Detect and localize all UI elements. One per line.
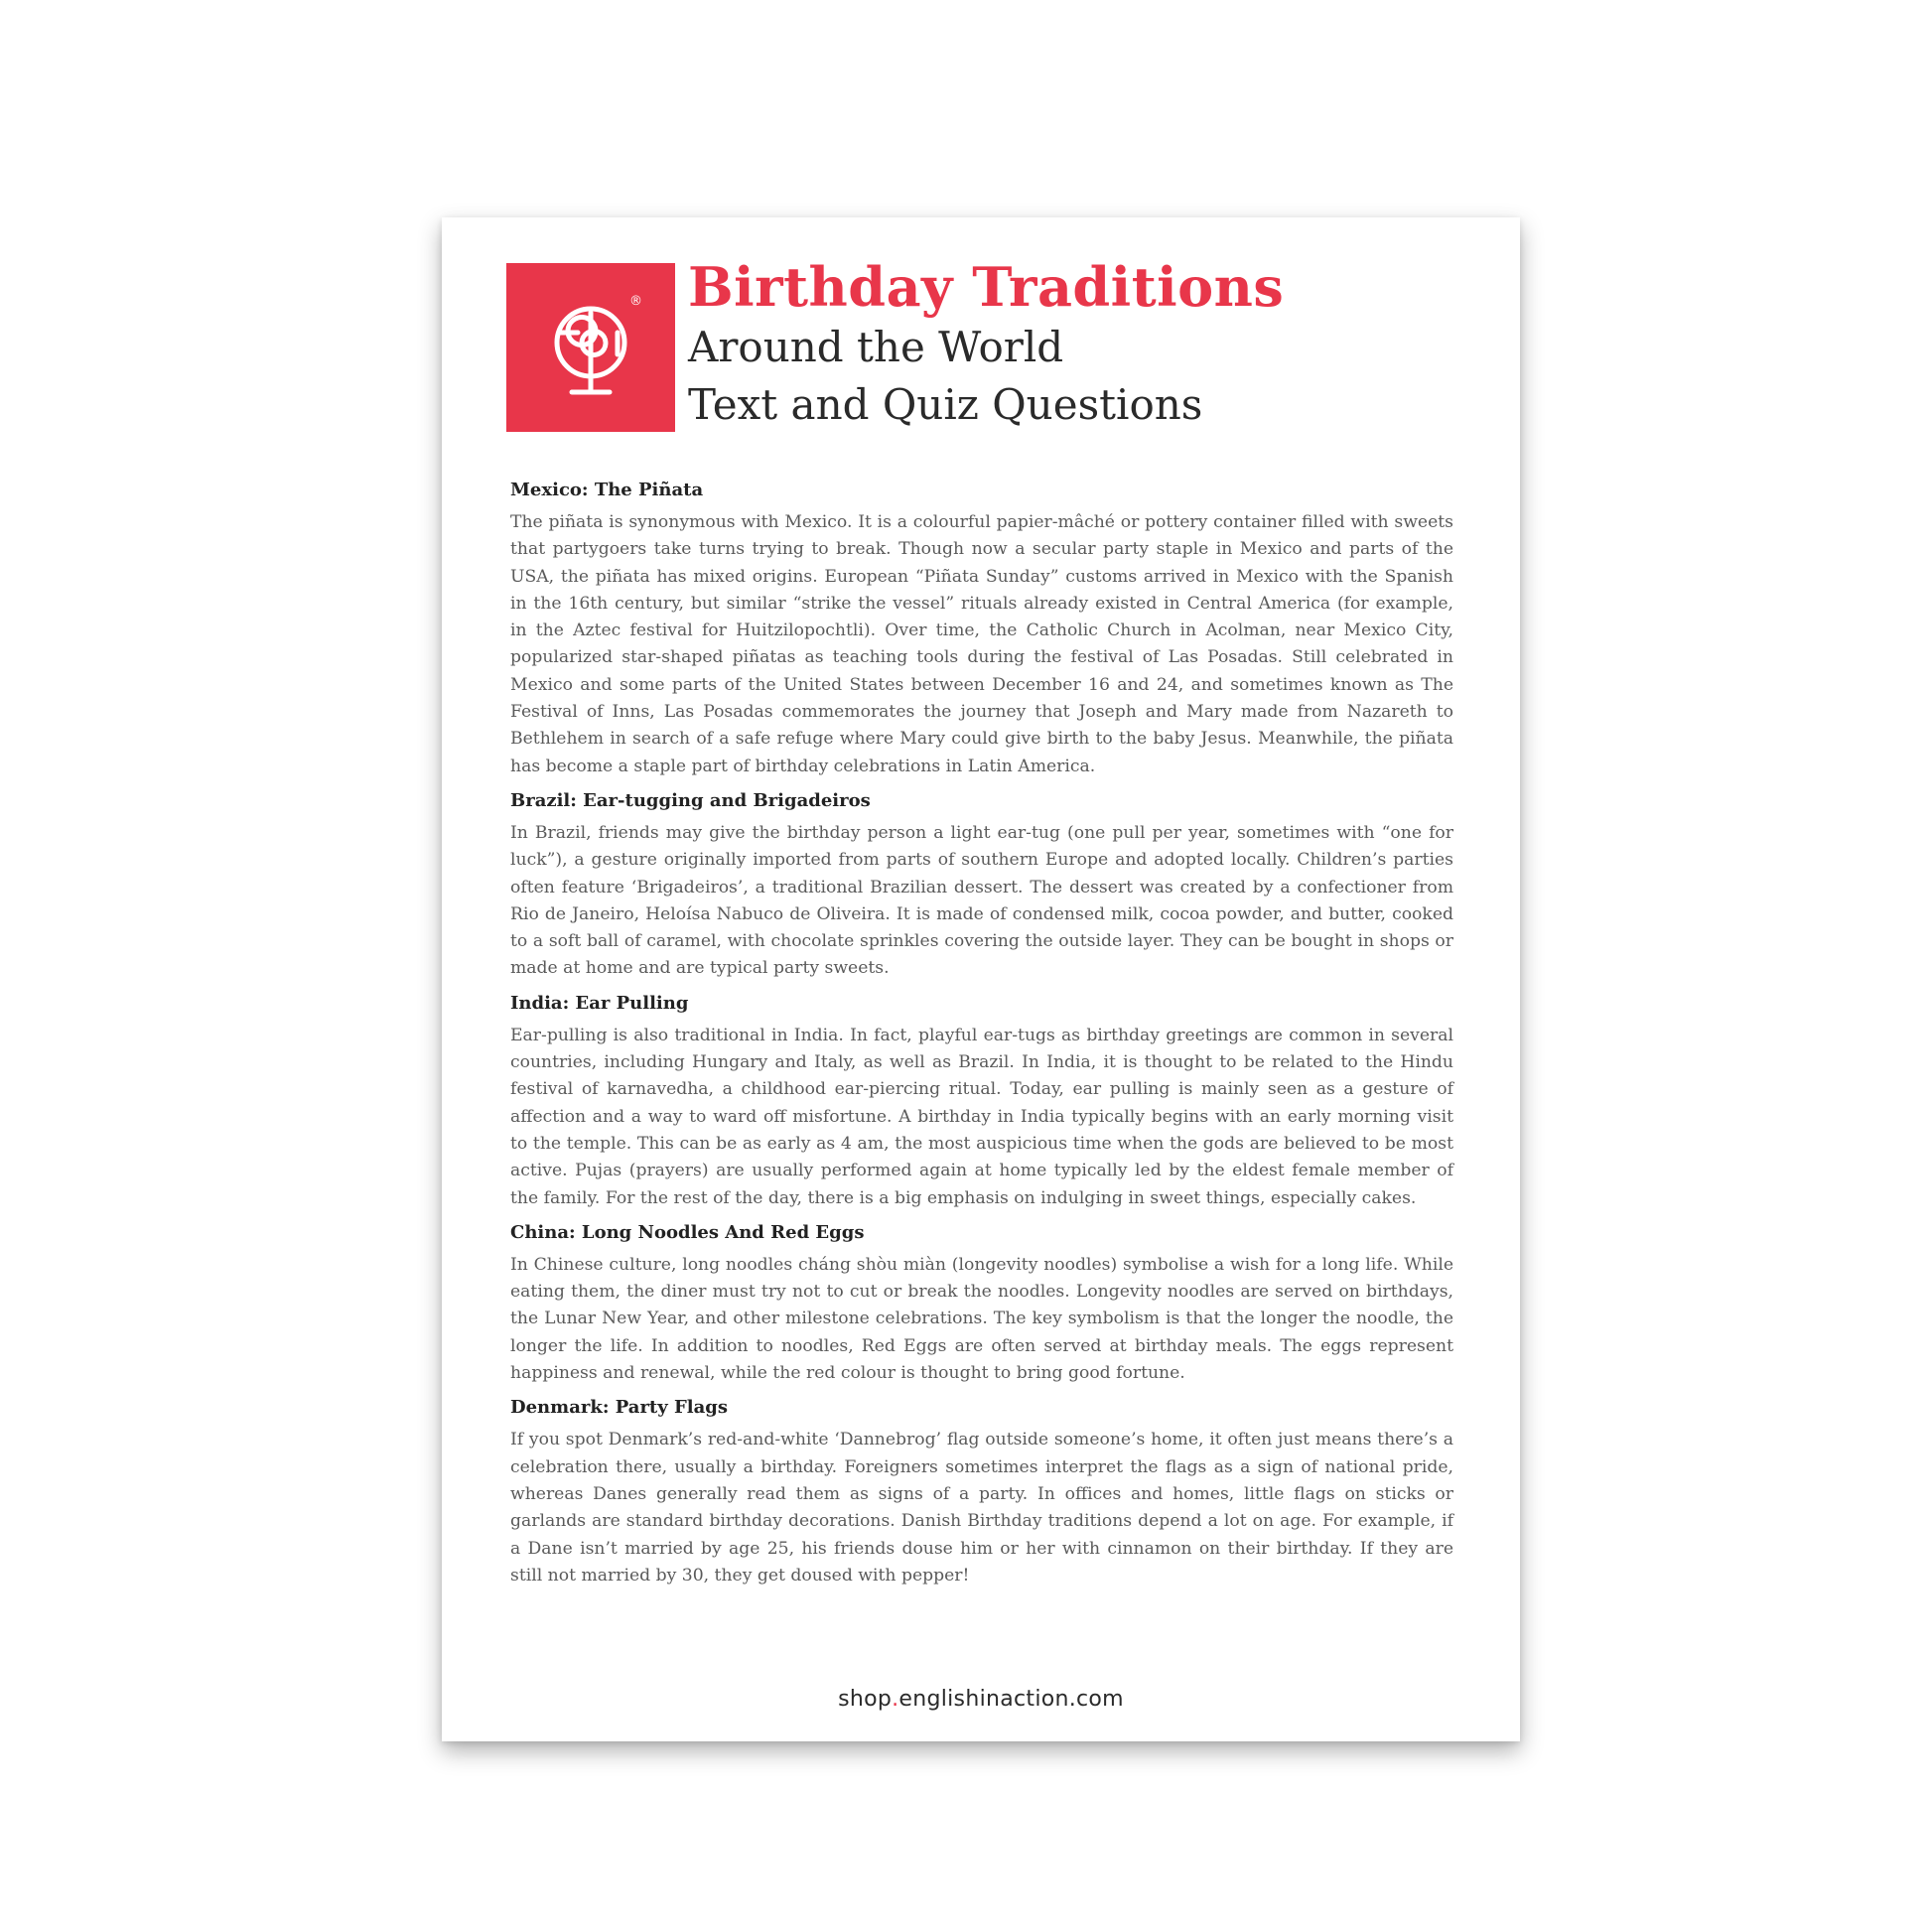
page-subtitle-line2: Text and Quiz Questions	[688, 380, 1203, 429]
section-china	[510, 1220, 1453, 1387]
section-heading: Denmark: Party Flags	[510, 1397, 728, 1419]
eia-globe-logo-icon	[506, 263, 675, 432]
section-heading: Mexico: The Piñata	[510, 480, 704, 500]
footer-url-dot: .	[892, 1687, 899, 1712]
section-heading: China: Long Noodles And Red Eggs	[510, 1221, 865, 1243]
section-denmark	[510, 1395, 1453, 1589]
section-mexico	[510, 478, 1453, 780]
footer-url[interactable]	[442, 1687, 1520, 1712]
section-body: If you spot Denmark’s red-and-white ‘Dannebrog’ flag outside someone’s home, it often just means there’s a celebration there, usually a birthday. Foreigners sometimes interpret the flags as a sign of national pride, whereas Danes generally read them as signs of a party. In offices and homes, little flags on sticks or garlands are standard birthday decorations. Danish Birthday traditions depend a lot on age. For example, if a Dane isn’t married by age 25, his friends douse him or her with cinnamon on their birthday. If they are still not married by 30, they get doused with pepper!	[510, 1430, 1453, 1586]
footer-url-suffix: englishinaction.com	[898, 1687, 1124, 1712]
section-heading: India: Ear Pulling	[510, 992, 689, 1014]
footer-url-prefix: shop	[838, 1687, 893, 1712]
article-content	[510, 478, 1453, 1597]
title-block	[688, 255, 1284, 434]
section-india	[510, 991, 1453, 1212]
section-body: The piñata is synonymous with Mexico. It is a colourful papier-mâché or pottery container filled with sweets that partygoers take turns trying to break. Though now a secular party staple in Mexico and parts of the USA, the piñata has mixed origins. European “Piñata Sunday” customs arrived in Mexico with the Spanish in the 16th century, but similar “strike the vessel” rituals already existed in Central America (for example, in the Aztec festival for Huitzilopochtli). Over time, the Catholic Church in Acolman, near Mexico City, popularized star-shaped piñatas as teaching tools during the festival of Las Posadas. Still celebrated in Mexico and some parts of the United States between December 16 and 24, and sometimes known as The Festival of Inns, Las Posadas commemorates the journey that Joseph and Mary made from Nazareth to Bethlehem in search of a safe refuge where Mary could give birth to the baby Jesus. Meanwhile, the piñata has become a staple part of birthday celebrations in Latin America.	[510, 512, 1453, 776]
section-body: Ear-pulling is also traditional in India. In fact, playful ear-tugs as birthday greetings are common in several countries, including Hungary and Italy, as well as Brazil. In India, it is thought to be related to the Hindu festival of karnavedha, a childhood ear-piercing ritual. Today, ear pulling is mainly seen as a gesture of affection and a way to ward off misfortune. A birthday in India typically begins with an early morning visit to the temple. This can be as early as 4 am, the most auspicious time when the gods are believed to be most active. Pujas (prayers) are usually performed again at home typically led by the eldest female member of the family. For the rest of the day, there is a big emphasis on indulging in sweet things, especially cakes.	[510, 1025, 1453, 1208]
section-body: In Chinese culture, long noodles cháng shòu miàn (longevity noodles) symbolise a wish for a long life. While eating them, the diner must try not to cut or break the noodles. Longevity noodles are served on birthdays, the Lunar New Year, and other milestone celebrations. The key symbolism is that the longer the noodle, the longer the life. In addition to noodles, Red Eggs are often served at birthday meals. The eggs represent happiness and renewal, while the red colour is thought to bring good fortune.	[510, 1254, 1453, 1384]
worksheet-page	[442, 217, 1520, 1741]
section-body: In Brazil, friends may give the birthday person a light ear-tug (one pull per year, sometimes with “one for luck”), a gesture originally imported from parts of southern Europe and adopted locally. Children’s parties often feature ‘Brigadeiros’, a traditional Brazilian dessert. The dessert was created by a confectioner from Rio de Janeiro, Heloísa Nabuco de Oliveira. It is made of condensed milk, cocoa powder, and butter, cooked to a soft ball of caramel, with chocolate sprinkles covering the outside layer. They can be bought in shops or made at home and are typical party sweets.	[510, 822, 1453, 979]
page-title: Birthday Traditions	[688, 255, 1285, 319]
section-heading: Brazil: Ear-tugging and Brigadeiros	[510, 789, 871, 811]
page-subtitle-line1: Around the World	[688, 323, 1064, 371]
section-brazil	[510, 788, 1453, 983]
svg-text:®: ®	[629, 294, 642, 309]
